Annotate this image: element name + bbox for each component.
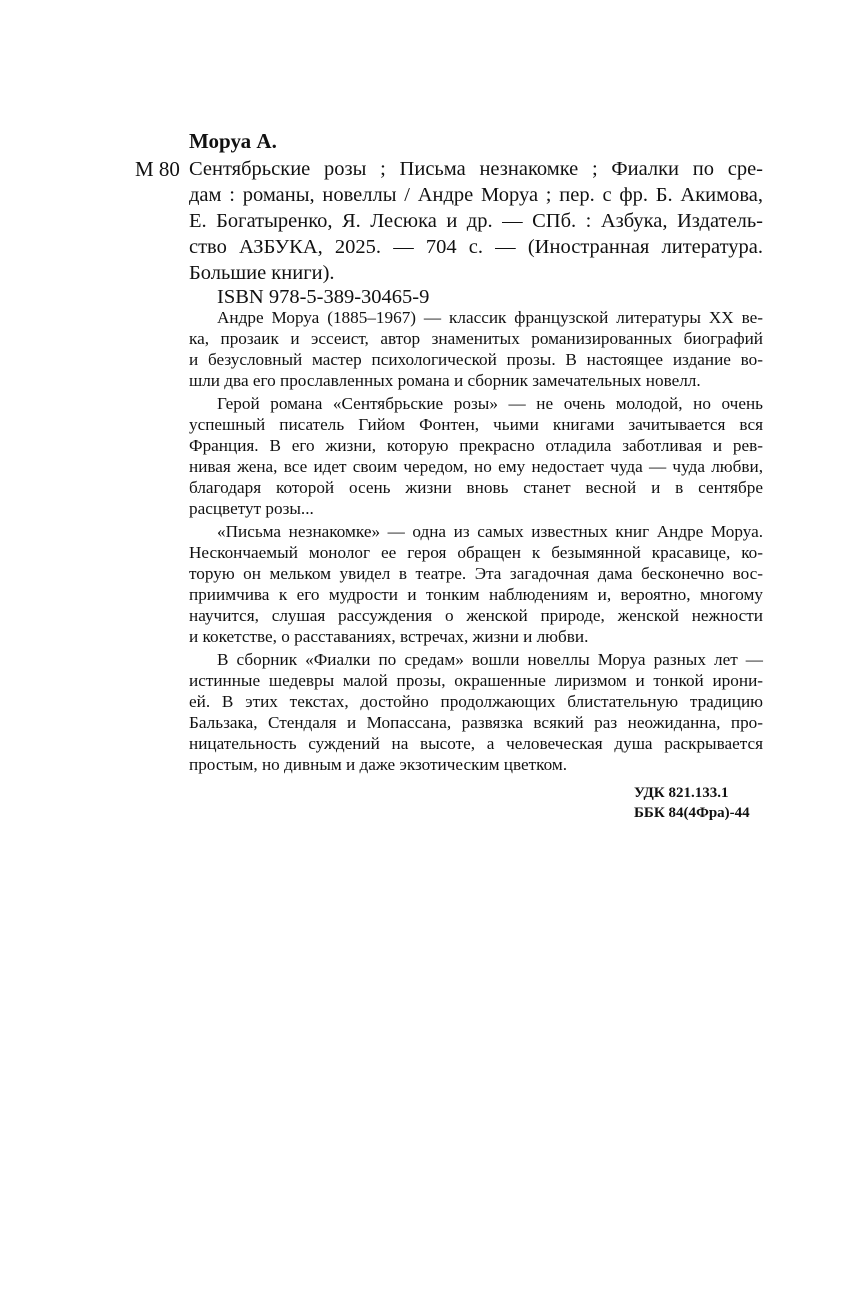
annotation-line: приимчива к его мудрости и тонким наблюдениям и, вероятно, многому — [189, 585, 763, 604]
annotation-line: расцветут розы... — [189, 499, 314, 518]
annotation-line: Герой романа «Сентябрьские розы» — не очень молодой, но очень — [217, 394, 763, 413]
bibliographic-line: Большие книги). — [189, 262, 335, 284]
annotation-line: торую он мельком увидел в театре. Эта загадочная дама бесконечно вос- — [189, 564, 763, 583]
annotation-line: научится, слушая рассуждения о женской природе, женской нежности — [189, 606, 763, 625]
annotation-line: «Письма незнакомке» — одна из самых известных книг Андре Моруа. — [217, 522, 763, 541]
annotation-line: Нескончаемый монолог ее героя обращен к безымянной красавице, ко- — [189, 543, 763, 562]
annotation-line: В сборник «Фиалки по средам» вошли новеллы Моруа разных лет — — [217, 650, 763, 669]
catalog-index: М 80 — [135, 157, 180, 181]
annotation-line: успешный писатель Гийом Фонтен, чьими книгами зачитывается вся — [189, 415, 763, 434]
udk-code: УДК 821.133.1 — [634, 785, 729, 801]
annotation-line: Бальзака, Стендаля и Мопассана, развязка всякий раз неожиданна, про- — [189, 713, 763, 732]
annotation-line: простым, но дивным и даже экзотическим цветком. — [189, 755, 568, 774]
annotation-line: ницательность суждений на высоте, а человеческая душа раскрывается — [189, 734, 763, 753]
bibliographic-line: ство АЗБУКА, 2025. — 704 с. — (Иностранная литература. — [189, 236, 763, 258]
annotation-line: Франция. В его жизни, которую прекрасно отладила заботливая и рев- — [189, 436, 763, 455]
annotation-line: и безусловный мастер психологической прозы. В настоящее издание во- — [189, 350, 763, 369]
annotation-line: шли два его прославленных романа и сборник замечательных новелл. — [189, 371, 701, 390]
bibliographic-line: дам : романы, новеллы / Андре Моруа ; пер. с фр. Б. Акимова, — [189, 184, 763, 206]
annotation-line: благодаря которой осень жизни вновь станет весной и в сентябре — [189, 478, 763, 497]
isbn: ISBN 978-5-389-30465-9 — [217, 286, 430, 308]
annotation-line: ка, прозаик и эссеист, автор знаменитых романизированных биографий — [189, 329, 763, 348]
annotation-line: и кокетстве, о расставаниях, встречах, жизни и любви. — [189, 627, 589, 646]
bibliographic-line: Сентябрьские розы ; Письма незнакомке ; Фиалки по сре- — [189, 158, 763, 180]
annotation-line: Андре Моруа (1885–1967) — классик французской литературы XX ве- — [217, 308, 763, 327]
annotation-line: истинные шедевры малой прозы, окрашенные лиризмом и тонкой ирони- — [189, 671, 763, 690]
bbk-code: ББК 84(4Фра)-44 — [634, 805, 750, 821]
author-heading: Моруа А. — [189, 129, 277, 153]
annotation-line: нивая жена, все идет своим чередом, но ему недостает чуда — чуда любви, — [189, 457, 763, 476]
bibliographic-line: Е. Богатыренко, Я. Лесюка и др. — СПб. : Азбука, Издатель- — [189, 210, 763, 232]
annotation-line: ей. В этих текстах, достойно продолжающих блистательную традицию — [189, 692, 763, 711]
